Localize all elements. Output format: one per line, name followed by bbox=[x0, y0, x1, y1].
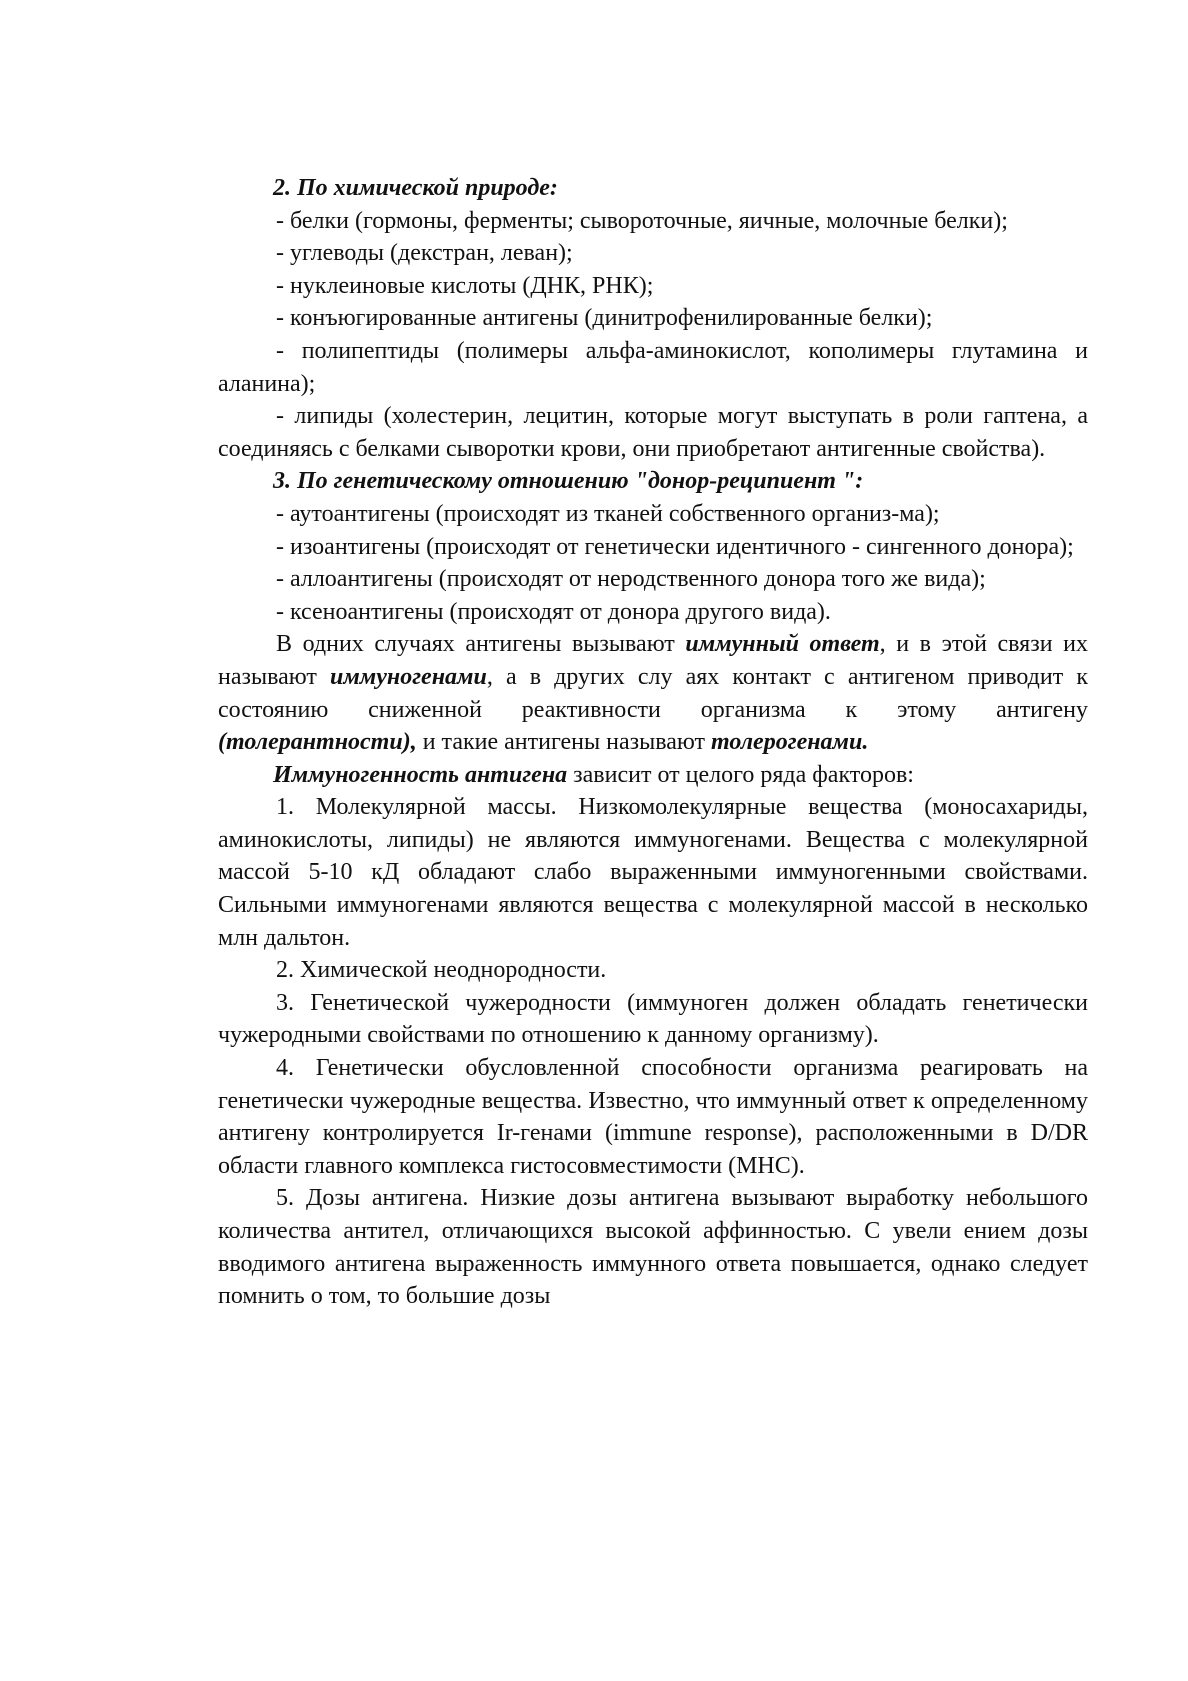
text-run: , и в этой связи их называют bbox=[218, 631, 1088, 690]
factor-antigen-dose: 5. Дозы антигена. Низкие дозы антигена вызывают выработку небольшого количества антител, отличающихся высокой аффинностью. С увели ением дозы вводимого антигена выраженность иммунного ответа повышается, однако следует помнить о том, то большие дозы bbox=[218, 1185, 1088, 1310]
text-run: зависит от целого ряда факторов: bbox=[567, 761, 914, 788]
list-item-proteins: - белки (гормоны, ферменты; сывороточные, яичные, молочные белки); bbox=[276, 207, 1008, 234]
document-page bbox=[218, 172, 1088, 1313]
list-item-autoantigens: - аутоантигены (происходят из тканей собственного организ-ма); bbox=[276, 500, 940, 527]
list-item-isoantigens: - изоантигены (происходят от генетически идентичного - сингенного донора); bbox=[276, 533, 1074, 560]
term-immune-response: иммунный ответ bbox=[685, 631, 880, 658]
list-item-xenoantigens: - ксеноантигены (происходят от донора другого вида). bbox=[276, 598, 831, 625]
list-item-lipids: - липиды (холестерин, лецитин, которые могут выступать в роли гаптена, а соединяясь с белками сыворотки крови, они приобретают антигенные свойства). bbox=[218, 403, 1088, 462]
factor-genetic-capacity: 4. Генетически обусловленной способности организма реагировать на генетически чужеродные вещества. Известно, что иммунный ответ к определенному антигену контролируется Ir-генами (immune response), расположенными в D/DR области главного комплекса гистосовместимости (MHC). bbox=[218, 1055, 1088, 1179]
immune-response-paragraph bbox=[218, 628, 1088, 758]
text-run: В одних случаях антигены вызывают bbox=[276, 631, 686, 658]
term-immunogenicity: Иммуногенность антигена bbox=[273, 761, 568, 788]
text-run: и такие антигены называют bbox=[416, 729, 711, 756]
list-item-polypeptides: - полипептиды (полимеры альфа-аминокислот, кополимеры глутамина и аланина); bbox=[218, 337, 1088, 397]
immunogenicity-lead bbox=[218, 759, 1088, 792]
term-tolerogens: толерогенами. bbox=[710, 729, 869, 756]
factor-chemical-heterogeneity: 2. Химической неоднородности. bbox=[276, 957, 607, 984]
factor-molecular-mass: 1. Молекулярной массы. Низкомолекулярные вещества (моносахариды, аминокислоты, липиды) не являются иммуногенами. Вещества с молекулярной массой 5-10 кД обладают слабо выраженными иммуногенными свойствами. Сильными иммуногенами являются вещества с молекулярной массой в несколько млн дальтон. bbox=[218, 794, 1088, 951]
list-item-carbohydrates: - углеводы (декстран, леван); bbox=[276, 240, 573, 267]
factor-genetic-foreignness: 3. Генетической чужеродности (иммуноген должен обладать генетически чужеродными свойствами по отношению к данному организму). bbox=[218, 989, 1088, 1049]
term-tolerance: (толерантности), bbox=[218, 729, 417, 756]
term-immunogens: иммуногенами bbox=[329, 663, 487, 690]
list-item-nucleic-acids: - нуклеиновые кислоты (ДНК, РНК); bbox=[276, 272, 654, 299]
section-heading-donor-recipient: 3. По генетическому отношению "донор-реципиент ": bbox=[273, 468, 864, 495]
list-item-conjugated-antigens: - конъюгированные антигены (динитрофенилированные белки); bbox=[276, 305, 933, 332]
list-item-alloantigens: - аллоантигены (происходят от неродственного донора того же вида); bbox=[276, 566, 986, 593]
section-heading-chemical-nature: 2. По химической природе: bbox=[273, 175, 558, 201]
text-run: , а в других слу аях контакт с антигеном приводит к состоянию сниженной реактивности организма к этому антигену bbox=[218, 663, 1088, 723]
